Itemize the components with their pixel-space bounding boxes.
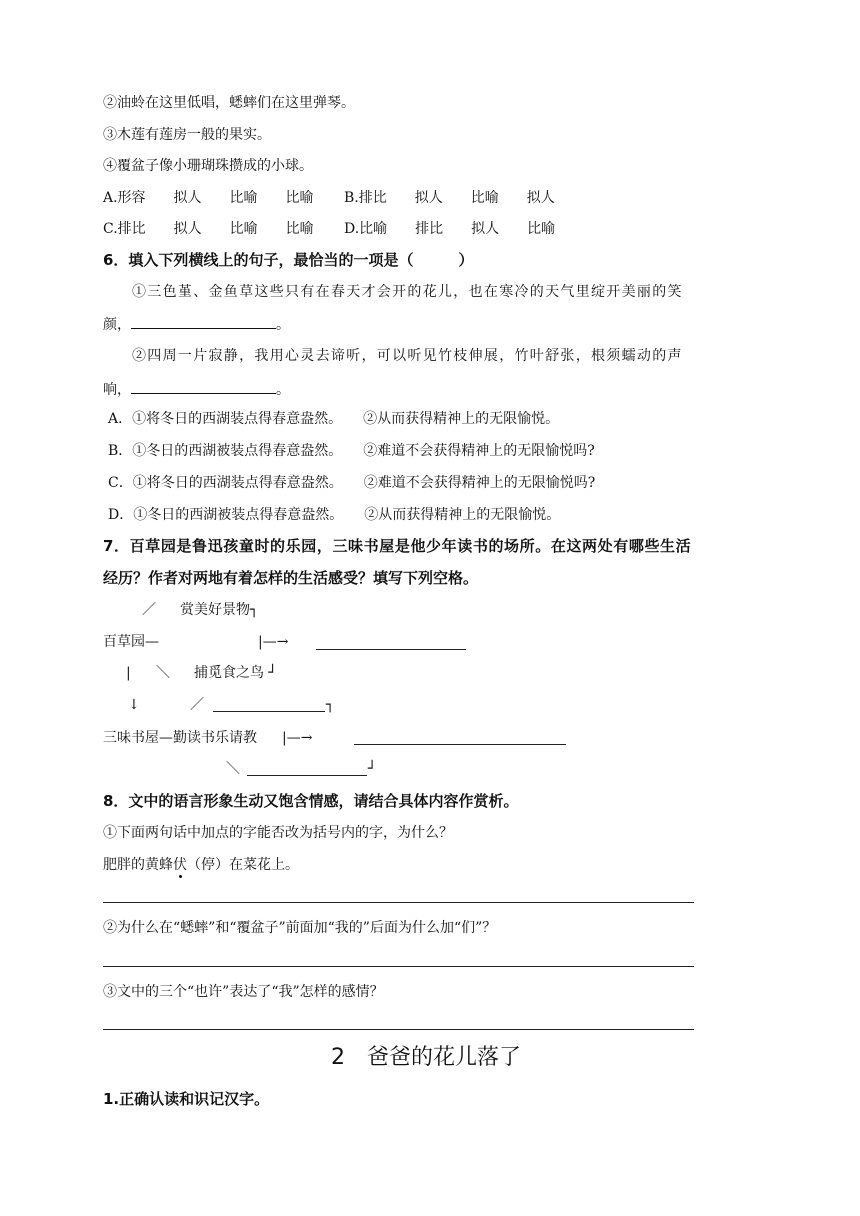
diagram-slash-2: ／ — [190, 697, 204, 713]
section-2-question-1: 1.正确认读和识记汉字。 — [103, 1090, 270, 1108]
diagram-arrow-1: |—→ — [258, 634, 289, 650]
q6-option-d: D．①冬日的西湖被装点得春意盎然。 ②从而获得精神上的无限愉悦。 — [108, 507, 561, 523]
down-arrow-icon: ↓ — [128, 697, 140, 713]
answer-line-q8-1[interactable] — [103, 902, 694, 903]
q7-stem-line-2: 经历？作者对两地有着怎样的生活感受？填写下列空格。 — [103, 569, 479, 587]
section-title: 2 爸爸的花儿落了 — [331, 1045, 521, 1070]
q5-option-a: A.形容 拟人 比喻 比喻 — [103, 190, 314, 206]
answer-line-1[interactable] — [316, 649, 466, 650]
diagram-item-1: 赏美好景物┐ — [180, 602, 259, 618]
q5-sentence-4: ④覆盆子像小珊瑚珠攒成的小球。 — [103, 158, 313, 174]
q6-option-b: B．①冬日的西湖被装点得春意盎然。 ②难道不会获得精神上的无限愉悦吗? — [108, 443, 595, 459]
q5-option-c: C.排比 拟人 比喻 比喻 — [103, 221, 314, 237]
diagram-bar: | — [126, 665, 131, 681]
q6-sentence-2-line-1: ②四周一片寂静，我用心灵去谛听，可以听见竹枝伸展，竹叶舒张，根须蠕动的声 — [132, 348, 683, 364]
q6-option-a: A．①将冬日的西湖装点得春意盎然。 ②从而获得精神上的无限愉悦。 — [108, 411, 560, 427]
q6-stem: 6．填入下列横线上的句子，最恰当的一项是（ ） — [103, 251, 474, 269]
q8-stem: 8．文中的语言形象生动又饱含情感，请结合具体内容作赏析。 — [103, 792, 519, 810]
diagram-sanwei: 三味书屋—勤读书乐请教 — [103, 730, 257, 746]
q7-stem-line-1: 7．百草园是鲁迅孩童时的乐园，三味书屋是他少年读书的场所。在这两处有哪些生活 — [103, 537, 692, 555]
answer-line-2[interactable] — [213, 711, 325, 712]
q6-sentence-1-line-1: ①三色堇、金鱼草这些只有在春天才会开的花儿，也在寒冷的天气里绽开美丽的笑 — [132, 284, 683, 300]
answer-line-3[interactable] — [354, 744, 566, 745]
diagram-backslash-2: ＼ — [226, 761, 240, 777]
q5-sentence-2: ②油蛉在这里低唱，蟋蟀们在这里弹琴。 — [103, 95, 355, 111]
q6-blank-1[interactable] — [131, 314, 276, 329]
answer-line-q8-2[interactable] — [103, 966, 694, 967]
q8-sub-3: ③文中的三个“也许”表达了“我”怎样的感情？ — [103, 984, 384, 1000]
diagram-corner-bottom: ┘ — [368, 761, 377, 777]
diagram-backslash-1: ＼ — [156, 665, 170, 681]
diagram-slash-1: ／ — [142, 602, 156, 618]
q8-sub-1: ①下面两句话中加点的字能否改为括号内的字，为什么？ — [103, 825, 453, 841]
q5-sentence-3: ③木莲有莲房一般的果实。 — [103, 127, 271, 143]
answer-line-q8-3[interactable] — [103, 1029, 694, 1030]
q6-blank-2[interactable] — [131, 379, 276, 394]
diagram-corner-top: ┐ — [326, 697, 335, 713]
q6-sentence-1-line-2: 颜， 。 — [103, 314, 290, 334]
diagram-arrow-2: |—→ — [282, 730, 313, 746]
q6-sentence-2-line-2: 响， 。 — [103, 379, 290, 399]
answer-line-4[interactable] — [247, 775, 367, 776]
q5-option-b: B.排比 拟人 比喻 拟人 — [344, 190, 555, 206]
diagram-baicaoyuan: 百草园— — [103, 634, 159, 650]
q8-sub-2: ②为什么在“蟋蟀”和“覆盆子”前面加“我的”后面为什么加“们”？ — [103, 920, 497, 936]
emphasis-dot-char: 伏 — [173, 857, 187, 873]
q8-sub-1-example: 肥胖的黄蜂伏（停）在菜花上。 — [103, 857, 299, 873]
q5-option-d: D.比喻 排比 拟人 比喻 — [344, 221, 556, 237]
diagram-item-2: 捕觅食之鸟 ┘ — [194, 665, 277, 681]
q6-option-c: C．①将冬日的西湖装点得春意盎然。 ②难道不会获得精神上的无限愉悦吗? — [108, 475, 596, 491]
